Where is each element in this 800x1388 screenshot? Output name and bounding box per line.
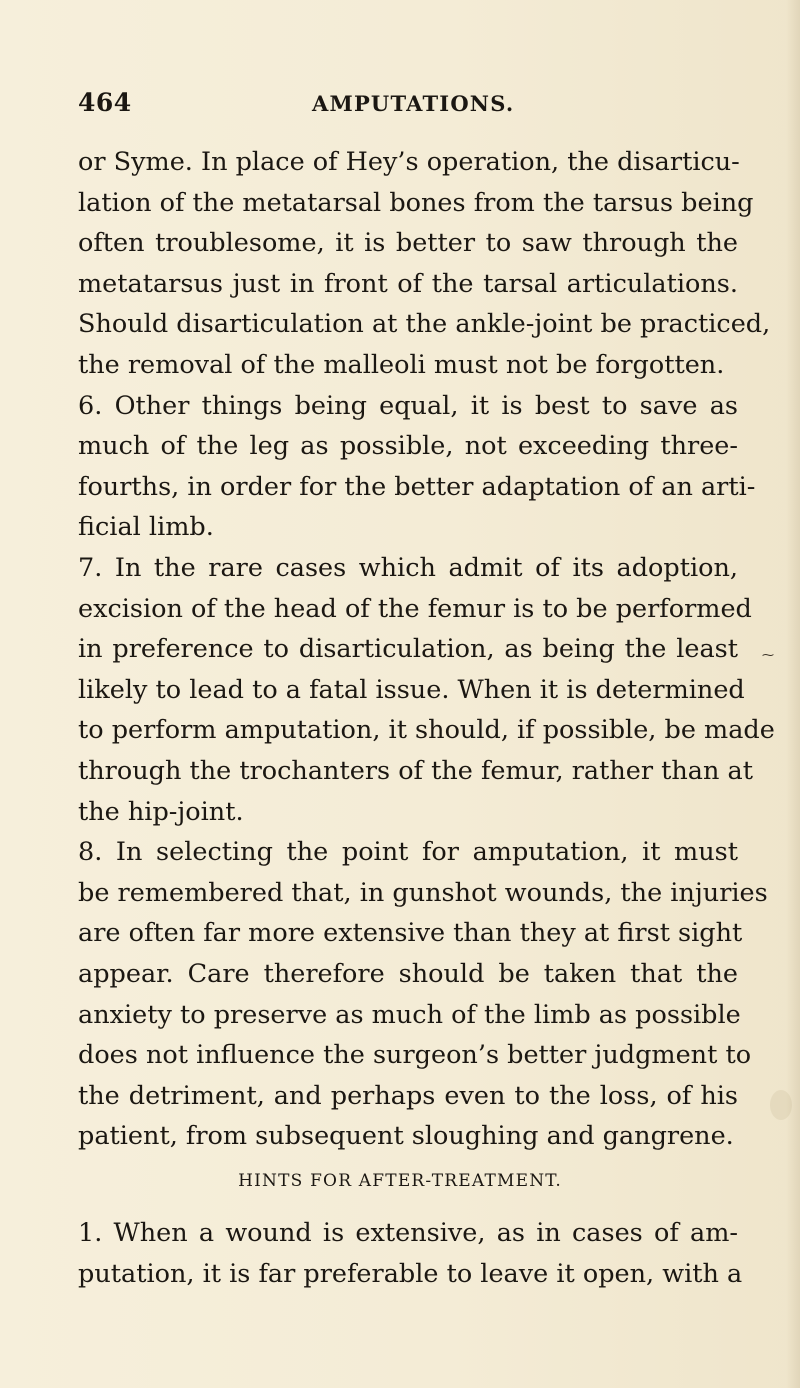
text-line: often troublesome, it is better to saw through the xyxy=(78,228,738,259)
section-heading: HINTS FOR AFTER-TREATMENT. xyxy=(238,1171,562,1191)
text-line: likely to lead to a fatal issue. When it is determined xyxy=(78,674,745,705)
text-line: fourths, in order for the better adaptation of an arti- xyxy=(78,471,756,502)
text-line: patient, from subsequent sloughing and gangrene. xyxy=(78,1121,734,1152)
text-line: are often far more extensive than they at first sight xyxy=(78,918,743,949)
text-line: 6. Other things being equal, it is best to save as xyxy=(78,390,738,421)
text-line: the hip-joint. xyxy=(78,796,244,827)
stray-mark: ⁓ xyxy=(762,648,774,662)
text-line: in preference to disarticulation, as being the least xyxy=(78,634,738,665)
text-line: appear. Care therefore should be taken that the xyxy=(78,959,738,989)
text-line: 8. In selecting the point for amputation, it must xyxy=(78,837,738,868)
text-line: or Syme. In place of Hey’s operation, the disarticu- xyxy=(78,147,740,177)
text-line: lation of the metatarsal bones from the tarsus being xyxy=(78,187,754,218)
text-line: metatarsus just in front of the tarsal articulations. xyxy=(78,268,738,299)
text-line: excision of the head of the femur is to be performed xyxy=(78,593,752,624)
page-header xyxy=(78,88,738,122)
text-line: be remembered that, in gunshot wounds, the injuries xyxy=(78,877,768,908)
text-line: 1. When a wound is extensive, as in cases of am- xyxy=(78,1218,738,1248)
text-line: Should disarticulation at the ankle-joint be practiced, xyxy=(78,309,771,340)
text-line: much of the leg as possible, not exceeding three- xyxy=(78,431,738,462)
text-line: through the trochanters of the femur, rather than at xyxy=(78,756,753,786)
running-head: AMPUTATIONS. xyxy=(312,91,515,116)
text-line: ficial limb. xyxy=(78,512,214,543)
paper-stain xyxy=(770,1090,792,1120)
text-line: anxiety to preserve as much of the limb as possible xyxy=(78,999,741,1030)
text-line: does not influence the surgeon’s better judgment to xyxy=(78,1040,752,1071)
page-number: 464 xyxy=(78,88,132,117)
text-line: to perform amputation, it should, if possible, be made xyxy=(78,715,775,746)
text-line: the detriment, and perhaps even to the loss, of his xyxy=(78,1080,738,1111)
text-line: 7. In the rare cases which admit of its adoption, xyxy=(78,553,738,583)
text-line: putation, it is far preferable to leave it open, with a xyxy=(78,1258,743,1289)
text-line: the removal of the malleoli must not be forgotten. xyxy=(78,350,725,380)
